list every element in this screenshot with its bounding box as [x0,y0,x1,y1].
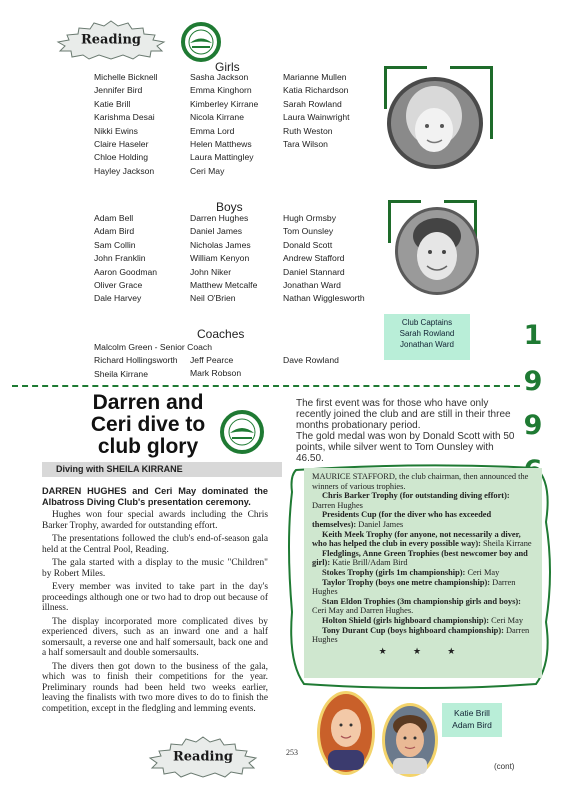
list-item: Nicholas James [190,239,251,250]
list-item: Oliver Grace [94,280,143,291]
seal-label: Reading [172,749,234,765]
headline-line: Ceri dive to [90,413,206,436]
year-digit: 9 [523,366,543,397]
paragraph: The divers then got down to the business of the gala, which was to finish their competitions for the year. Preliminary rounds had been held two weeks earlier, leaving the finalists with two more dives to do to finish the competition, except in the fledgling and lemming events. [42,661,268,714]
trophy-item [312,510,534,529]
trophy-box [304,468,542,678]
trophy-item [312,568,534,578]
year-digit: 9 [523,410,543,441]
list-item: John Niker [190,266,232,277]
list-item: Jonathan Ward [283,280,341,291]
caption-line: Club Captains [401,318,453,327]
captains-caption [384,314,470,360]
reading-seal-top [52,20,170,60]
headline-line: Darren and [92,391,204,414]
list-item: Katia Richardson [283,85,349,96]
trophy-winner: Darren Hughes [312,625,530,645]
coaches-heading: Coaches [197,327,245,341]
paragraph: The display incorporated more complicated dives by experienced divers, such as an inward one and a half somersault, a reverse one and half somersault, back one and a half somersault and double somersaults. [42,616,268,658]
list-item: Sasha Jackson [190,72,249,82]
list-item: Kimberley Kirrane [190,98,259,109]
list-item: Nicola Kirrane [190,112,244,123]
boys-column-3 [283,212,365,306]
list-item: Emma Lord [190,125,235,136]
list-item: Daniel James [190,226,243,237]
list-item: Jeff Pearce [190,355,234,365]
captain-photo-girl [386,76,484,170]
trophy-winner: Darren Hughes [312,500,363,510]
list-item: Richard Hollingsworth [94,355,178,366]
list-item: Tara Wilson [283,139,328,150]
list-item: Sarah Rowland [283,98,342,109]
list-item: Karishma Desai [94,112,155,123]
list-item: Mark Robson [190,368,242,379]
list-item: Andrew Stafford [283,253,345,264]
trophy-name: Taylor Trophy (boys one metre championship): [322,577,491,587]
reading-seal-bottom [144,736,262,778]
trophy-name: Keith Meek Trophy (for anyone, not necessarily a diver, who has helped the club in every possible way): [312,529,521,549]
list-item: John Franklin [94,253,146,264]
list-item: Adam Bird [94,226,135,237]
list-item: Neil O'Brien [190,293,236,304]
list-item: Matthew Metcalfe [190,280,258,291]
paragraph: The first event was for those who have only recently joined the club and are still in their three months probationary period. [296,398,511,431]
captain-photo-boy [394,206,480,296]
trophy-name: Presidents Cup (for the diver who has exceeded themselves): [312,510,492,529]
article-headline [78,392,218,458]
winners-caption [442,703,502,737]
trophy-item [312,597,534,616]
star-divider: ★ ★ ★ [378,645,468,656]
caption-line: Jonathan Ward [400,340,454,349]
trophy-name: Stokes Trophy (girls 1m championship): [322,567,466,577]
coaches-column-2 [190,354,241,381]
boys-column-1 [94,212,157,306]
list-item: Nikki Ewins [94,125,138,136]
continued-label: (cont) [494,762,515,771]
girls-heading: Girls [215,60,240,74]
list-item: Dale Harvey [94,293,142,304]
trophy-winner: Katie Brill/Adam Bird [332,558,408,568]
trophy-winner: Ceri May and Darren Hughes. [312,606,414,616]
paragraph: MAURICE STAFFORD, the club chairman, then announced the winners of various trophies. [312,472,529,491]
list-item: Dave Rowland [283,355,339,365]
trophy-item [312,491,534,510]
trophy-item [312,578,534,597]
article-intro [296,398,518,464]
club-logo-top [181,22,221,62]
caption-line: Katie Brill [454,708,490,718]
trophy-winner: Ceri May [467,567,500,577]
paragraph: The presentations followed the club's end-of-season gala held at the Central Pool, Reading. [42,534,268,555]
list-item: Tom Ounsley [283,226,334,237]
trophy-name: Fledglings, Anne Green Trophies (best newcomer boy and girl): [312,548,528,568]
trophy-name: Tony Durant Cup (boys highboard championship): [322,625,504,635]
list-item: Donald Scott [283,239,333,250]
list-item: Helen Matthews [190,139,252,150]
trophy-winner: Darren Hughes [312,577,516,597]
winner-photo-girl [316,690,376,776]
headline-line: club glory [97,435,199,458]
list-item: Malcolm Green - Senior Coach [94,342,212,352]
year-digit: 1 [523,320,543,351]
trophy-name: Holton Shield (girls highboard championship): [322,615,490,625]
list-item: Michelle Bicknell [94,72,158,82]
list-item: Jennifer Bird [94,85,143,96]
seal-label: Reading [80,32,142,48]
list-item: Daniel Stannard [283,266,345,277]
list-item: Sheila Kirrane [94,368,148,379]
paragraph: Hughes won four special awards including the Chris Barker Trophy, awarded for outstanding effort. [42,510,268,531]
list-item: Ruth Weston [283,125,333,136]
list-item: Laura Wainwright [283,112,350,123]
list-item: Chloe Holding [94,152,148,163]
list-item: William Kenyon [190,253,250,264]
paragraph: DARREN HUGHES and Ceri May dominated the Albatross Diving Club's presentation ceremony. [42,486,268,507]
trophy-item [312,626,534,645]
list-item: Hugh Ormsby [283,213,337,223]
list-item: Emma Kinghorn [190,85,252,96]
trophy-name: Chris Barker Trophy (for outstanding diving effort): [322,491,510,501]
list-item: Marianne Mullen [283,72,347,82]
boys-heading: Boys [216,200,243,214]
trophy-item [312,549,534,568]
caption-line: Adam Bird [452,720,492,730]
trophy-winner: Ceri May [491,615,524,625]
list-item: Claire Haseler [94,139,149,150]
trophy-item [312,530,534,549]
list-item: Hayley Jackson [94,165,155,176]
trophy-item [312,616,534,626]
paragraph: The gala started with a display to the music "Children" by Robert Miles. [42,558,268,579]
section-divider [12,385,520,387]
trophy-winner: Sheila Kirrane [483,539,532,549]
coaches-column-3 [283,354,339,367]
paragraph: Every member was invited to take part in the day's proceedings although one or two had to drop out because of illness. [42,582,268,613]
list-item: Ceri May [190,165,225,176]
article-byline: Diving with SHEILA KIRRANE [42,462,282,477]
list-item: Katie Brill [94,98,131,109]
list-item: Aaron Goodman [94,266,158,277]
girls-column-2 [190,71,258,178]
paragraph: The gold medal was won by Donald Scott with 50 points, while silver went to Tom Ounsley with 46.50. [296,431,515,464]
list-item: Sam Collin [94,239,136,250]
list-item: Darren Hughes [190,213,249,223]
list-item: Laura Mattingley [190,152,254,163]
article-body [42,486,268,717]
winner-photo-boy [381,702,439,778]
trophy-name: Stan Eldon Trophies (3m championship girls and boys): [322,596,521,606]
list-item: Nathan Wigglesworth [283,293,365,304]
trophy-winner: Daniel James [358,519,404,529]
club-logo-article [220,410,264,454]
girls-column-1 [94,71,158,178]
boys-column-2 [190,212,257,306]
list-item: Adam Bell [94,213,134,223]
girls-column-3 [283,71,350,151]
page-number: 253 [286,748,298,757]
caption-line: Sarah Rowland [399,329,455,338]
